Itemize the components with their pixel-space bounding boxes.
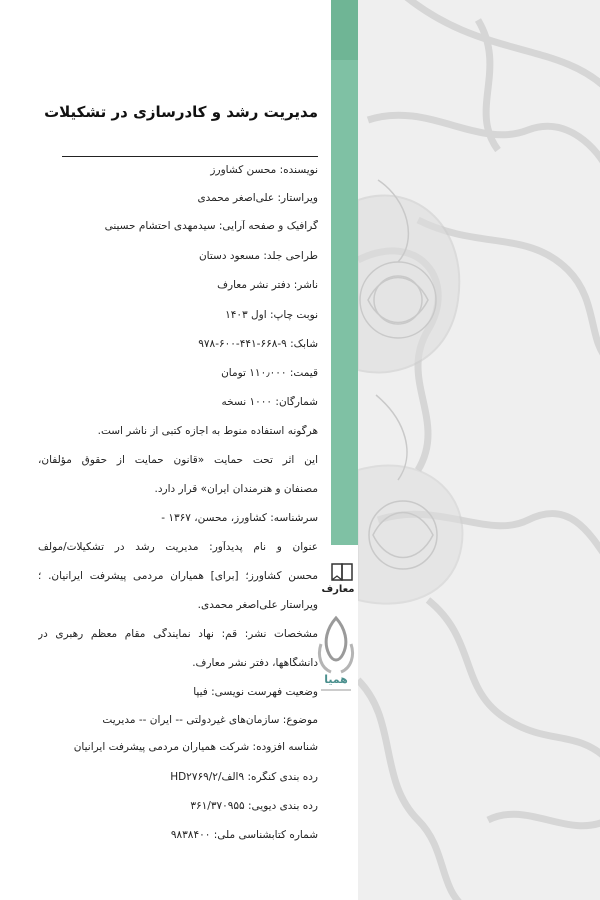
permission-line: هرگونه استفاده منوط به اجازه کتبی از ناشر است. xyxy=(97,425,318,437)
green-band xyxy=(331,0,358,545)
cataloging-status-line: وضعیت فهرست نویسی: فیپا xyxy=(193,686,318,698)
title-statement-line-3: ویراستار علی‌اصغر محمدی. xyxy=(197,599,318,611)
publication-line-1: مشخصات نشر: قم: نهاد نمایندگی مقام معظم رهبری در xyxy=(38,628,318,640)
subject-line: موضوع: سازمان‌های غیردولتی -- ایران -- مدیریت xyxy=(102,714,318,726)
green-band-top xyxy=(331,0,358,60)
maaref-logo-text: معارف xyxy=(321,584,355,595)
publication-line-2: دانشگاهها، دفتر نشر معارف. xyxy=(192,657,318,669)
title-statement-line-1: عنوان و نام پدیدآور: مدیریت رشد در تشکیلات/مولف xyxy=(38,541,318,553)
ornament-panel xyxy=(358,0,600,900)
book-title: مدیریت رشد و کادرسازی در تشکیلات xyxy=(44,103,318,121)
arabesque-ornament xyxy=(358,0,600,900)
price-line: قیمت: ۱۱۰٫۰۰۰ تومان xyxy=(221,367,318,379)
editor-line: ویراستار: علی‌اصغر محمدی xyxy=(197,192,318,204)
hamiya-logo-text: همیا xyxy=(324,673,348,686)
layout-line: گرافیک و صفحه آرایی: سیدمهدی احتشام حسینی xyxy=(104,220,318,232)
title-divider xyxy=(62,156,318,157)
isbn-line: شابک: ۹-۶۶۸-۴۴۱-۶۰۰-۹۷۸ xyxy=(198,338,318,350)
added-entry-line: شناسه افزوده: شرکت همیاران مردمی پیشرفت ایرانیان xyxy=(73,741,318,753)
copyright-law-line-2: مصنفان و هنرمندان ایران» قرار دارد. xyxy=(154,483,318,495)
publisher-line: ناشر: دفتر نشر معارف xyxy=(217,279,318,291)
dewey-classification-line: رده بندی دیویی: ۳۶۱/۳۷۰۹۵۵ xyxy=(190,800,318,812)
author-line: نویسنده: محسن کشاورز xyxy=(210,164,318,176)
edition-line: نوبت چاپ: اول ۱۴۰۳ xyxy=(225,309,318,321)
lc-classification-line: رده بندی کنگره: ۹الف/۲/HD۲۷۶۹ xyxy=(170,771,318,783)
national-bibliography-line: شماره کتابشناسی ملی: ۹۸۳۸۴۰۰ xyxy=(170,829,318,841)
cover-design-line: طراحی جلد: مسعود دستان xyxy=(198,250,318,262)
title-statement-line-2: محسن کشاورز؛ [برای] همیاران مردمی پیشرفت ایرانیان. ؛ xyxy=(38,570,318,582)
main-entry-line: سرشناسه: کشاورز، محسن، ۱۳۶۷ - xyxy=(161,512,318,524)
print-run-line: شمارگان: ۱۰۰۰ نسخه xyxy=(221,396,318,408)
copyright-law-line-1: این اثر تحت حمایت «قانون حمایت از حقوق مؤلفان، xyxy=(38,454,318,466)
